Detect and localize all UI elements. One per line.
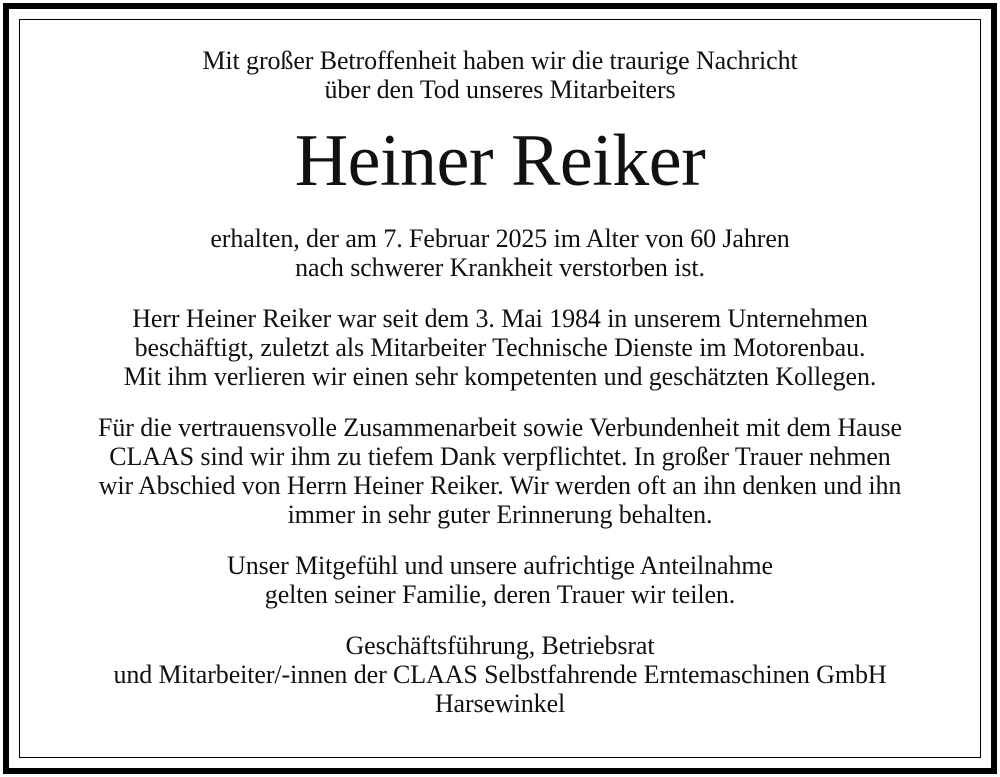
death-notice-text xyxy=(24,224,976,282)
thanks-line: immer in sehr guter Erinnerung behalten. xyxy=(287,500,713,529)
intro-text xyxy=(24,46,976,104)
signature-line: und Mitarbeiter/-innen der CLAAS Selbstfahrende Erntemaschinen GmbH xyxy=(113,660,887,689)
death-notice-line: nach schwerer Krankheit verstorben ist. xyxy=(295,253,705,282)
condolence-paragraph xyxy=(24,551,976,609)
thanks-line: wir Abschied von Herrn Heiner Reiker. Wir werden oft an ihn denken und ihn xyxy=(98,471,902,500)
employment-line: Herr Heiner Reiker war seit dem 3. Mai 1984 in unserem Unternehmen xyxy=(132,304,868,333)
thanks-line: CLAAS sind wir ihm zu tiefem Dank verpflichtet. In großer Trauer nehmen xyxy=(109,442,891,471)
employment-line: beschäftigt, zuletzt als Mitarbeiter Technische Dienste im Motorenbau. xyxy=(134,333,866,362)
signature-block xyxy=(24,631,976,718)
deceased-name: Heiner Reiker xyxy=(294,120,706,202)
signature-line: Geschäftsführung, Betriebsrat xyxy=(345,631,655,660)
signature-line: Harsewinkel xyxy=(434,689,566,718)
intro-line: über den Tod unseres Mitarbeiters xyxy=(324,75,676,104)
employment-line: Mit ihm verlieren wir einen sehr kompetenten und geschätzten Kollegen. xyxy=(123,362,877,391)
thanks-paragraph xyxy=(24,413,976,529)
intro-line: Mit großer Betroffenheit haben wir die traurige Nachricht xyxy=(202,46,798,75)
obituary-notice xyxy=(24,0,976,718)
employment-paragraph xyxy=(24,304,976,391)
condolence-line: Unser Mitgefühl und unsere aufrichtige Anteilnahme xyxy=(227,551,773,580)
thanks-line: Für die vertrauensvolle Zusammenarbeit sowie Verbundenheit mit dem Hause xyxy=(98,413,902,442)
condolence-line: gelten seiner Familie, deren Trauer wir teilen. xyxy=(264,580,736,609)
death-notice-line: erhalten, der am 7. Februar 2025 im Alter von 60 Jahren xyxy=(210,224,790,253)
